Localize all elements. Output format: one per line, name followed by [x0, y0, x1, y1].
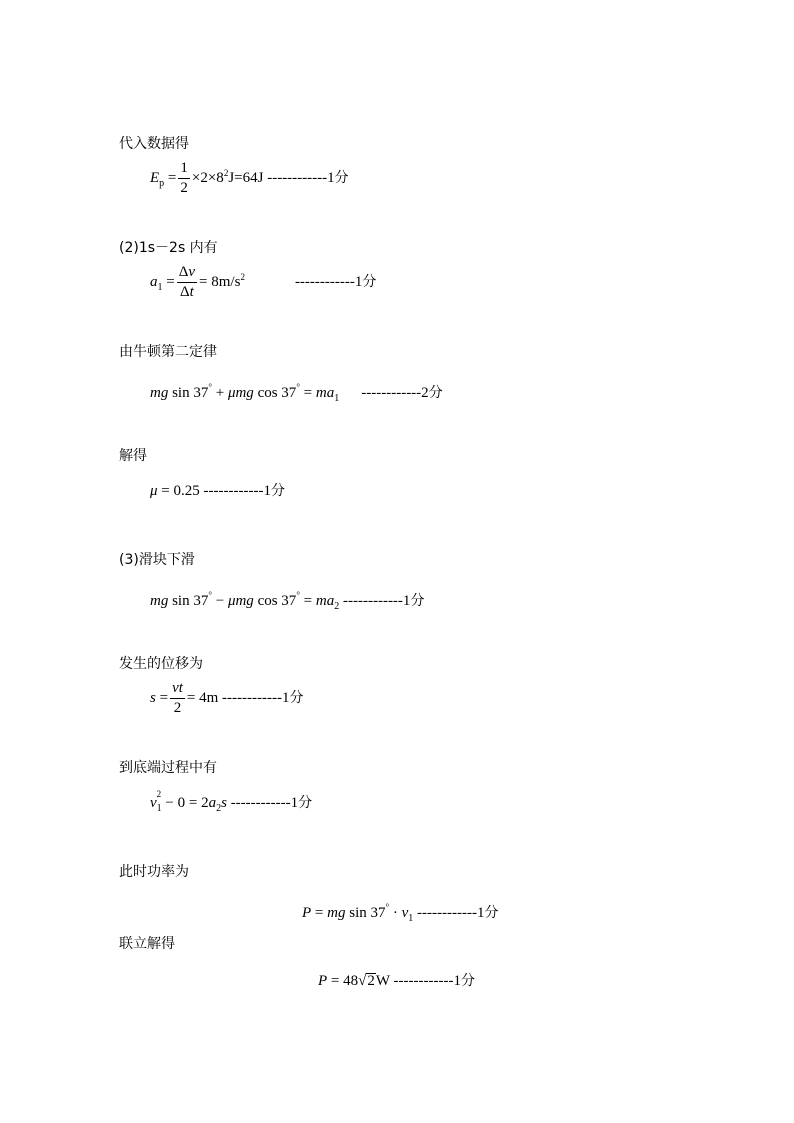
text-part-3: (3)滑块下滑 — [119, 552, 195, 568]
text-substitute-data: 代入数据得 — [119, 136, 189, 152]
text-part-2: (2)1s－2s 内有 — [119, 240, 218, 256]
equation-newton-up: mg sin 37° + μmg $\cos 37^\circ = ma_1$ ------------2分 — [150, 382, 443, 404]
score-marker: ------------1分 — [413, 905, 499, 921]
equation-power-result: P = 48√2W ------------1分 — [318, 973, 475, 989]
score-marker: ------------2分 — [361, 385, 443, 401]
text-displacement: 发生的位移为 — [119, 656, 203, 672]
sqrt-symbol: √ — [358, 973, 367, 989]
text-to-bottom: 到底端过程中有 — [119, 760, 217, 776]
a1-result: = 8m/s — [199, 273, 241, 290]
equation-power: P = mg $\sin 37^\circ \cdot v_1$ ------------1分 — [302, 902, 499, 924]
score-marker: ------------1分 — [226, 795, 313, 811]
s-result: = 4m — [186, 689, 219, 706]
equation-displacement: s = $\frac{vt}{2}$ = 4m ------------1分 — [150, 680, 304, 716]
power-unit: W — [375, 973, 390, 989]
ep-result: J=64J — [228, 169, 264, 186]
mu-value: = 0.25 — [161, 483, 200, 499]
score-marker: ------------1分 — [339, 593, 425, 609]
score-marker: ------------1分 — [199, 483, 285, 499]
equation-acceleration-a1: $a_1$ = $\frac{\Delta v}{\Delta t}$ = $8m/s^2$ ------------1分 — [150, 264, 377, 300]
power-coefficient: = 48 — [330, 973, 359, 989]
equation-mu: μ = 0.25 ------------1分 — [150, 483, 285, 499]
equation-kinematics: $v_1$ 2 − $0 = 2a_2s$ ------------1分 — [150, 789, 313, 814]
equation-elastic-potential-energy: $E_p$ = $\frac{1}{2}$ $\times 2\times 8^2J=64J$ ------------1分 — [150, 160, 349, 196]
text-power: 此时功率为 — [119, 864, 189, 880]
fraction-delta-v-over-delta-t: $\frac{\Delta v}{\Delta t}$ — [178, 264, 196, 300]
score-marker: ------------1分 — [263, 169, 349, 186]
text-solve: 解得 — [119, 448, 147, 464]
text-combine-solve: 联立解得 — [119, 936, 175, 952]
equation-newton-down: mg sin 37° − μmg $\cos 37^\circ = ma_2$ ------------1分 — [150, 590, 425, 612]
score-marker: ------------1分 — [294, 273, 377, 290]
score-marker: ------------1分 — [389, 973, 475, 989]
text-newton-second-law: 由牛顿第二定律 — [119, 344, 217, 360]
score-marker: ------------1分 — [218, 689, 304, 706]
fraction-one-half: $\frac{1}{2}$ — [180, 160, 188, 196]
fraction-vt-over-2: $\frac{vt}{2}$ — [172, 680, 183, 716]
sqrt-radicand: 2 — [367, 973, 375, 989]
